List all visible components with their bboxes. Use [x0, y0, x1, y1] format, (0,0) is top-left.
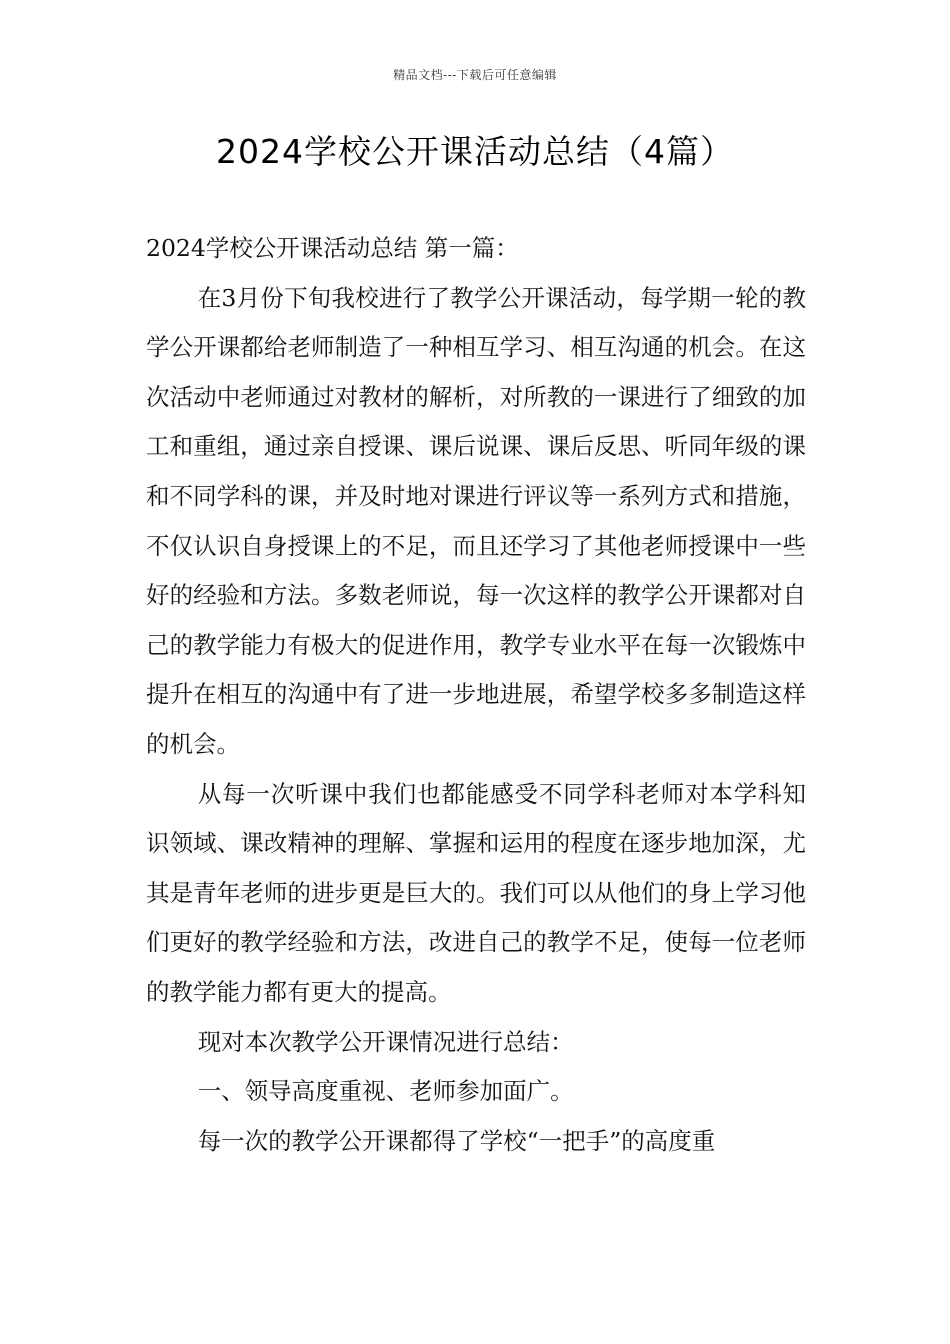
paragraph: 在3月份下旬我校进行了教学公开课活动，每学期一轮的教学公开课都给老师制造了一种相互学习、相互沟通的机会。在这次活动中老师通过对教材的解析，对所教的一课进行了细致的加工和重组，通过亲自授课、课后说课、课后反思、听同年级的课和不同学科的课，并及时地对课进行评议等一系列方式和措施，不仅认识自身授课上的不足，而且还学习了其他老师授课中一些好的经验和方法。多数老师说，每一次这样的教学公开课都对自己的教学能力有极大的促进作用，教学专业水平在每一次锻炼中提升在相互的沟通中有了进一步地进展，希望学校多多制造这样的机会。 — [146, 283, 806, 758]
paragraph: 一、领导高度重视、老师参加面广。 — [197, 1077, 574, 1106]
page-title: 2024学校公开课活动总结（4篇） — [216, 132, 734, 171]
header-note: 精品文档---下载后可任意编辑 — [393, 68, 557, 82]
document-body — [146, 224, 806, 1166]
paragraph: 现对本次教学公开课情况进行总结： — [197, 1027, 574, 1056]
paragraph: 从每一次听课中我们也都能感受不同学科老师对本学科知识领域、课改精神的理解、掌握和运用的程度在逐步地加深，尤其是青年老师的进步更是巨大的。我们可以从他们的身上学习他们更好的教学经验和方法，改进自己的教学不足，使每一位老师的教学能力都有更大的提高。 — [146, 779, 806, 1006]
paragraph: 每一次的教学公开课都得了学校“一把手”的高度重 — [197, 1126, 716, 1155]
section-heading: 2024学校公开课活动总结 第一篇： — [146, 234, 519, 262]
